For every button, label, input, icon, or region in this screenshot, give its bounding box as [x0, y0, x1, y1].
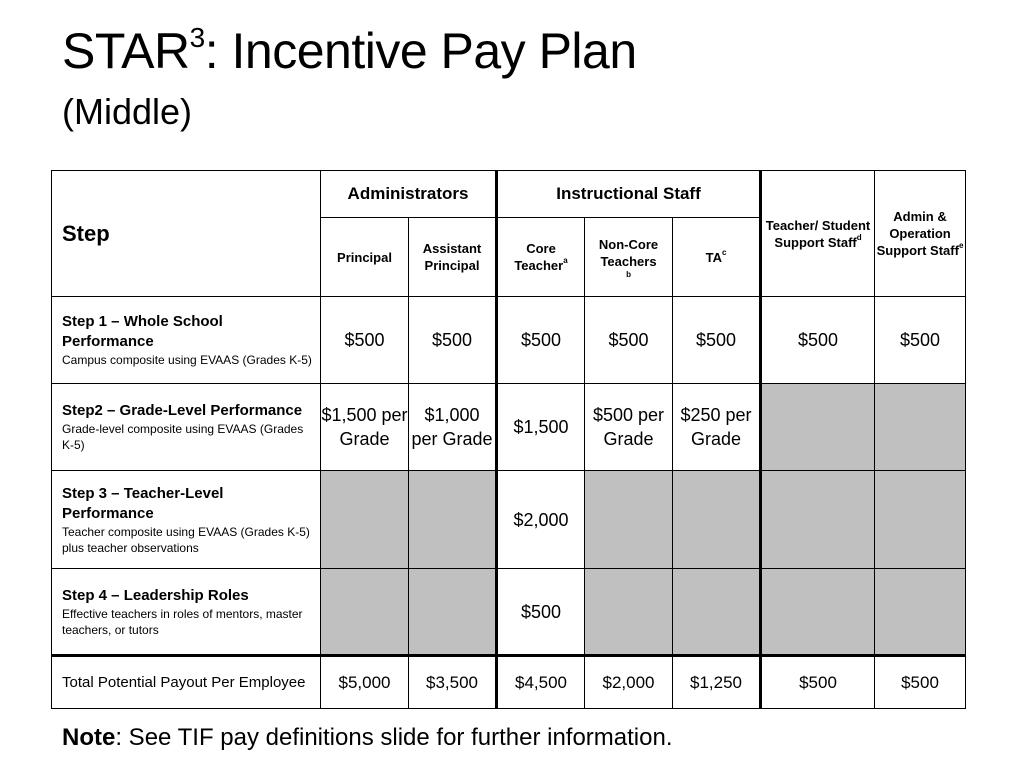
shaded-cell: [875, 384, 966, 471]
step-description: Campus composite using EVAAS (Grades K-5): [62, 353, 312, 367]
total-value: $5,000: [321, 656, 409, 709]
total-label: Total Potential Payout Per Employee: [52, 656, 321, 709]
step-2-cell: [52, 384, 321, 471]
table-row: [52, 569, 966, 656]
value-cell: $1,500 per Grade: [321, 384, 409, 471]
footnote-a: a: [563, 256, 568, 265]
title-superscript: 3: [189, 22, 205, 53]
header-assistant-principal: Assistant Principal: [409, 218, 497, 297]
slide-subtitle: (Middle): [62, 91, 193, 132]
total-value: $500: [761, 656, 875, 709]
step-1-cell: [52, 297, 321, 384]
header-ta-label: TA: [705, 249, 722, 265]
value-cell: $500: [673, 297, 761, 384]
total-value: $2,000: [585, 656, 673, 709]
value-cell: $500 per Grade: [585, 384, 673, 471]
header-teacher-student-support: [761, 171, 875, 297]
step-title: Step 4 – Leadership Roles: [62, 586, 249, 604]
shaded-cell: [409, 471, 497, 569]
header-ta: [673, 218, 761, 297]
step-description: Grade-level composite using EVAAS (Grades K-5): [62, 422, 304, 452]
step-3-cell: [52, 471, 321, 569]
header-core-teacher-label: Core Teacher: [514, 241, 564, 273]
header-row-groups: [52, 171, 966, 218]
shaded-cell: [585, 471, 673, 569]
value-cell: $500: [875, 297, 966, 384]
shaded-cell: [761, 569, 875, 656]
value-cell: $500: [497, 569, 585, 656]
shaded-cell: [409, 569, 497, 656]
value-cell: $1,500: [497, 384, 585, 471]
title-rest: : Incentive Pay Plan: [204, 23, 637, 79]
table-row: [52, 471, 966, 569]
slide-title: [62, 22, 637, 80]
footnote-e: e: [958, 241, 964, 250]
header-admin-operation-support-label: Admin & Operation Support Staff: [876, 209, 959, 258]
shaded-cell: [585, 569, 673, 656]
footnote-b: b: [626, 269, 631, 279]
shaded-cell: [761, 471, 875, 569]
note-label: Note: [62, 724, 116, 751]
shaded-cell: [875, 569, 966, 656]
header-noncore-teachers: [585, 218, 673, 297]
group-administrators: Administrators: [321, 171, 497, 218]
value-cell: $500: [321, 297, 409, 384]
total-value: $4,500: [497, 656, 585, 709]
incentive-pay-table: [51, 170, 966, 709]
header-noncore-teachers-label: Non-Core Teachers: [598, 236, 659, 269]
value-cell: $1,000 per Grade: [409, 384, 497, 471]
value-cell: $250 per Grade: [673, 384, 761, 471]
footnote-c: c: [721, 247, 727, 257]
title-main: STAR: [62, 23, 190, 79]
header-teacher-student-support-label: Teacher/ Student Support Staff: [765, 217, 871, 250]
value-cell: $2,000: [497, 471, 585, 569]
group-instructional-staff: Instructional Staff: [497, 171, 761, 218]
step-description-2: plus teacher observations: [62, 540, 199, 555]
step-description: Effective teachers in roles of mentors, master teachers, or tutors: [62, 606, 303, 637]
step-description: Teacher composite using EVAAS (Grades K-5): [62, 524, 310, 539]
step-title: Step 3 – Teacher-Level Performance: [62, 484, 224, 522]
step-header: Step: [52, 171, 321, 297]
value-cell: $500: [497, 297, 585, 384]
footnote-d: d: [856, 232, 862, 242]
footnote: [62, 722, 673, 754]
shaded-cell: [761, 384, 875, 471]
shaded-cell: [875, 471, 966, 569]
step-title: Step2 – Grade-Level Performance: [62, 402, 303, 419]
value-cell: $500: [409, 297, 497, 384]
shaded-cell: [673, 471, 761, 569]
step-4-cell: [52, 569, 321, 656]
header-core-teacher: [497, 218, 585, 297]
total-value: $3,500: [409, 656, 497, 709]
value-cell: $500: [761, 297, 875, 384]
step-title: Step 1 – Whole School Performance: [62, 313, 223, 350]
total-value: $500: [875, 656, 966, 709]
table-row: [52, 384, 966, 471]
shaded-cell: [673, 569, 761, 656]
table-row: [52, 297, 966, 384]
note-text: : See TIF pay definitions slide for further information.: [115, 724, 673, 751]
shaded-cell: [321, 471, 409, 569]
total-value: $1,250: [673, 656, 761, 709]
total-row: [52, 656, 966, 709]
value-cell: $500: [585, 297, 673, 384]
shaded-cell: [321, 569, 409, 656]
header-principal: Principal: [321, 218, 409, 297]
header-admin-operation-support: [875, 171, 966, 297]
